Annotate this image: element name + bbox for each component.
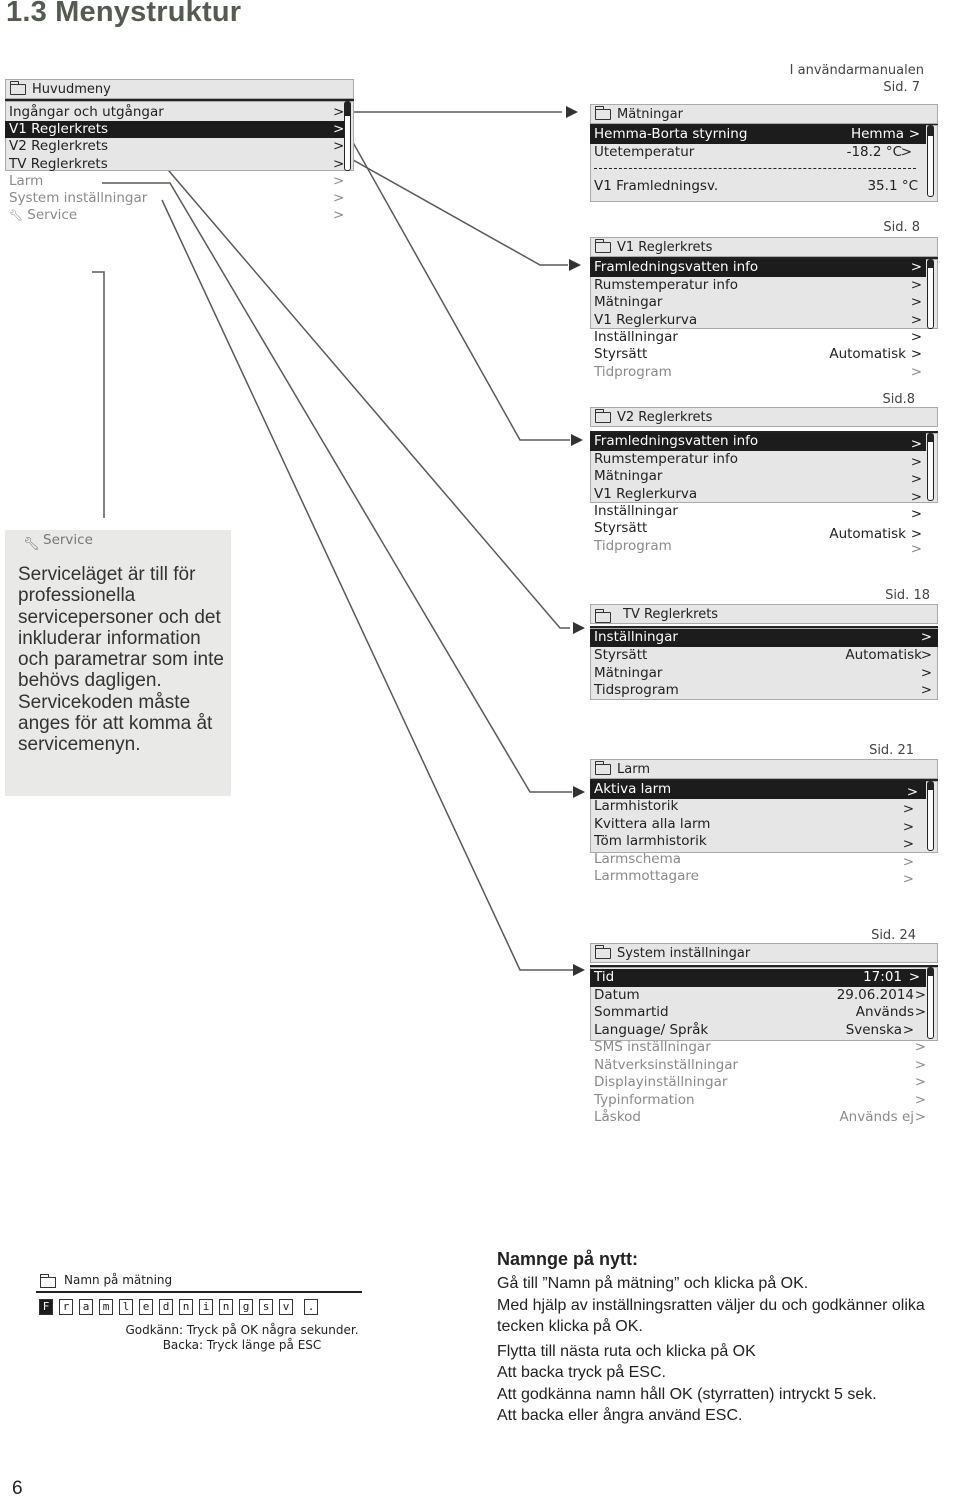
v2-row-framledning[interactable]: Framledningsvatten info > [590, 433, 926, 451]
folder-icon [10, 84, 26, 95]
instruction-line: Flytta till nästa ruta och klicka på OK [497, 1342, 756, 1360]
tv-menu [590, 604, 938, 700]
menu-item-service[interactable]: 🔧︎ Service > [9, 207, 345, 223]
char-cell[interactable]: n [179, 1299, 193, 1315]
v2-menu [590, 407, 938, 557]
larm-row-historik[interactable]: Larmhistorik > [594, 798, 914, 817]
v1-menu [590, 237, 938, 385]
menu-item-system[interactable]: System inställningar > [9, 190, 345, 206]
v1-row-rumstemp[interactable]: Rumstemperatur info > [594, 277, 922, 293]
tv-row-styrsatt[interactable]: Styrsätt Automatisk > [594, 647, 932, 663]
system-row-sms[interactable]: SMS inställningar > [594, 1039, 926, 1055]
menu-item-v2[interactable]: V2 Reglerkrets > [9, 138, 345, 154]
folder-icon [40, 1277, 56, 1288]
page-ref-v2: Sid.8 [882, 392, 915, 407]
char-cell[interactable]: g [239, 1299, 253, 1315]
char-cell[interactable]: l [119, 1299, 133, 1315]
system-row-tid[interactable]: Tid 17:01 > [590, 969, 926, 987]
char-cell[interactable]: . [304, 1299, 318, 1315]
folder-icon [595, 242, 611, 253]
page-number: 6 [12, 1478, 23, 1499]
system-row-datum[interactable]: Datum 29.06.2014 > [594, 987, 926, 1003]
page-ref-matningar: Sid. 7 [883, 80, 920, 95]
v1-row-styrsatt[interactable]: Styrsätt Automatisk > [594, 346, 922, 362]
matningar-header: Mätningar [590, 104, 938, 124]
menu-item-v1[interactable]: V1 Reglerkrets > [5, 121, 344, 138]
instructions-heading: Namnge på nytt: [497, 1249, 639, 1269]
system-row-natverk[interactable]: Nätverksinställningar > [594, 1057, 926, 1073]
larm-row-schema[interactable]: Larmschema > [594, 851, 914, 870]
system-row-sommartid[interactable]: Sommartid Används > [594, 1004, 926, 1020]
v1-row-framledning[interactable]: Framledningsvatten info > [590, 259, 926, 277]
service-title: Service [43, 532, 93, 548]
char-cell[interactable]: m [99, 1299, 113, 1315]
main-menu [5, 79, 354, 229]
row-hemma-borta[interactable]: Hemma-Borta styrning Hemma > [590, 125, 926, 144]
scrollbar[interactable] [927, 781, 934, 851]
larm-row-aktiva[interactable]: Aktiva larm > [590, 781, 926, 799]
system-header: System inställningar [590, 943, 938, 963]
tv-row-matningar[interactable]: Mätningar > [594, 665, 932, 681]
char-cell[interactable]: d [159, 1299, 173, 1315]
instruction-line: Att backa tryck på ESC. [497, 1364, 666, 1381]
matningar-menu [590, 104, 938, 200]
page-ref-tv: Sid. 18 [885, 588, 930, 603]
v1-row-tidprogram[interactable]: Tidprogram > [594, 364, 922, 380]
system-row-laskod[interactable]: Låskod Används ej > [594, 1109, 926, 1125]
larm-row-tom[interactable]: Töm larmhistorik > [594, 833, 914, 852]
v2-row-rumstemp[interactable]: Rumstemperatur info > [594, 451, 922, 470]
menu-item-tv[interactable]: TV Reglerkrets > [9, 156, 345, 172]
folder-icon [595, 764, 611, 775]
tv-row-tidsprogram[interactable]: Tidsprogram > [594, 682, 932, 698]
system-row-typinfo[interactable]: Typinformation > [594, 1092, 926, 1108]
larm-menu [590, 759, 938, 889]
system-menu [590, 943, 938, 1128]
char-cell[interactable]: a [79, 1299, 93, 1315]
main-menu-title: Huvudmeny [32, 82, 111, 97]
page-ref-v1: Sid. 8 [883, 220, 920, 235]
row-v1-framledning[interactable]: V1 Framledningsv. 35.1 °C [594, 178, 918, 194]
larm-row-mottagare[interactable]: Larmmottagare > [594, 868, 914, 887]
char-cell[interactable]: v [279, 1299, 293, 1315]
main-menu-header [5, 79, 354, 99]
scrollbar[interactable] [927, 433, 934, 501]
folder-icon [595, 412, 611, 423]
page-ref-larm: Sid. 21 [869, 743, 914, 758]
v1-row-reglerkurva[interactable]: V1 Reglerkurva > [594, 312, 922, 328]
char-cell[interactable]: r [59, 1299, 73, 1315]
v2-row-reglerkurva[interactable]: V1 Reglerkurva > [594, 486, 922, 505]
larm-row-kvittera[interactable]: Kvittera alla larm > [594, 816, 914, 835]
instruction-line: Att godkänna namn håll OK (styrratten) intryckt 5 sek. [497, 1385, 877, 1403]
service-info-box [5, 530, 231, 796]
v2-row-matningar[interactable]: Mätningar > [594, 468, 922, 487]
larm-header: Larm [590, 759, 938, 779]
scrollbar[interactable] [927, 259, 934, 329]
row-utetemperatur[interactable]: Utetemperatur -18.2 °C > [594, 144, 912, 160]
manual-ref: I användarmanualen [789, 63, 924, 78]
instruction-line: Att backa eller ångra använd ESC. [497, 1407, 743, 1424]
menu-item-larm[interactable]: Larm > [9, 173, 345, 189]
v1-row-installningar[interactable]: Inställningar > [594, 329, 922, 345]
rename-screen [36, 1272, 362, 1362]
page-ref-system: Sid. 24 [871, 928, 916, 943]
system-row-language[interactable]: Language/ Språk Svenska > [594, 1022, 914, 1038]
page-title: 1.3 Menystruktur [6, 0, 242, 28]
service-description: Serviceläget är till för professionella servicepersoner och det inkluderar information och parametrar som inte behövs dagligen. Servicekoden måste anges för att komma åt servicemenyn. [18, 564, 224, 756]
rename-hint-esc: Backa: Tryck länge på ESC [162, 1338, 322, 1352]
menu-item-ingangar[interactable]: Ingångar och utgångar > [9, 104, 345, 120]
v1-row-matningar[interactable]: Mätningar > [594, 294, 922, 310]
rename-hint-ok: Godkänn: Tryck på OK några sekunder. [125, 1323, 359, 1337]
scrollbar[interactable] [344, 101, 351, 171]
scrollbar[interactable] [927, 125, 934, 197]
tv-row-installningar[interactable]: Inställningar > [590, 629, 938, 647]
system-row-display[interactable]: Displayinställningar > [594, 1074, 926, 1090]
wrench-icon: 🔧︎ [9, 209, 23, 222]
folder-icon [595, 109, 611, 120]
rename-header: Namn på mätning [64, 1273, 173, 1287]
v2-row-styrsatt[interactable]: Styrsätt Automatisk > [594, 520, 922, 542]
instruction-line: Med hjälp av inställningsratten väljer du och godkänner olika tecken klicka på OK. [497, 1296, 925, 1335]
v1-header: V1 Reglerkrets [590, 237, 938, 257]
rename-instructions [497, 1249, 957, 1427]
char-cell[interactable]: s [259, 1299, 273, 1315]
scrollbar[interactable] [927, 967, 934, 1039]
v2-row-tidprogram[interactable]: Tidprogram > [594, 538, 922, 557]
char-cell[interactable]: e [139, 1299, 153, 1315]
v2-row-installningar[interactable]: Inställningar > [594, 503, 922, 522]
v2-header: V2 Reglerkrets [590, 407, 938, 427]
folder-icon [595, 948, 611, 959]
char-cell[interactable]: F [39, 1299, 53, 1315]
tv-header: TV Reglerkrets [590, 604, 938, 624]
folder-icon [595, 612, 611, 623]
char-cell[interactable]: n [219, 1299, 233, 1315]
instruction-line: Gå till ”Namn på mätning” och klicka på OK. [497, 1275, 809, 1292]
char-cell[interactable]: i [199, 1299, 213, 1315]
wrench-icon: 🔧︎ [23, 537, 40, 552]
